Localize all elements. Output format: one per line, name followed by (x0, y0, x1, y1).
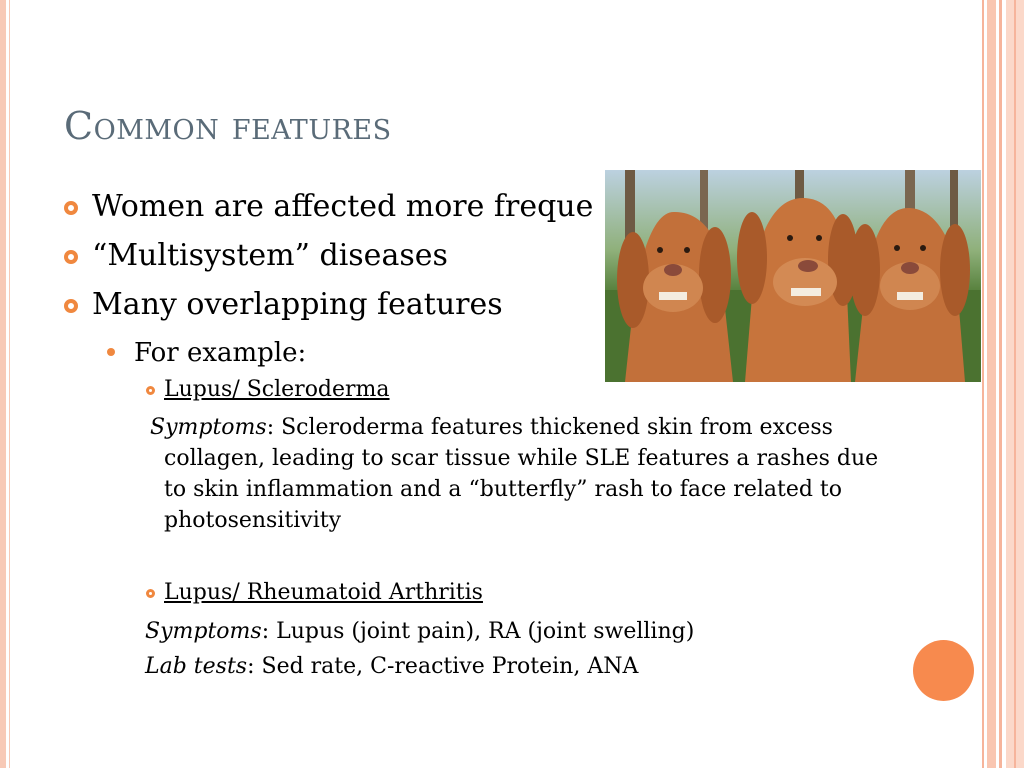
ra-symptoms-label: Symptoms (145, 619, 262, 644)
lab-tests-text: : Sed rate, C-reactive Protein, ANA (247, 654, 639, 679)
slide-title: Common features (64, 104, 392, 148)
sub-sub-bullet-ring-icon (146, 589, 155, 598)
lab-tests-label: Lab tests (145, 654, 248, 679)
bullet-ring-icon (64, 299, 78, 313)
example-heading-lupus-scleroderma: Lupus/ Scleroderma (164, 377, 390, 402)
dogs-photo (605, 170, 981, 382)
symptoms-label: Symptoms (150, 415, 267, 440)
lab-tests-line (145, 651, 638, 682)
sub-sub-bullet-ring-icon (146, 386, 155, 395)
bullet-ring-icon (64, 250, 78, 264)
dogs-photo-illustration (605, 170, 981, 382)
example-symptoms-paragraph (150, 412, 894, 536)
ra-symptoms-text: : Lupus (joint pain), RA (joint swelling) (261, 619, 695, 644)
bullet-list: Women are affected more freque “Multisystem” diseases Many overlapping features For example: Lupus/ Scleroderma Symptoms: Scleroderma features thickened skin from excess collagen, leading to scar tissue while SLE features a rashes due to skin inflammation and a “butterfly” rash to face related to photosensitivity Lupus/ Rheumatoid Arthritis Symptoms: Lupus (joint pain), RA (joint swelling) Lab tests: Sed rate, C-reactive Protein, ANA (0, 0, 1024, 768)
symptoms-text: : Scleroderma features thickened skin from excess collagen, leading to scar tissue while SLE features a rashes due to skin inflammation and a “butterfly” rash to face related to photosensitivity (164, 415, 879, 533)
sub-bullet-dot-icon (107, 348, 115, 356)
decorative-orange-circle (913, 640, 974, 701)
ra-symptoms-line (145, 616, 694, 647)
bullet-ring-icon (64, 201, 78, 215)
example-heading-lupus-ra: Lupus/ Rheumatoid Arthritis (164, 580, 483, 605)
